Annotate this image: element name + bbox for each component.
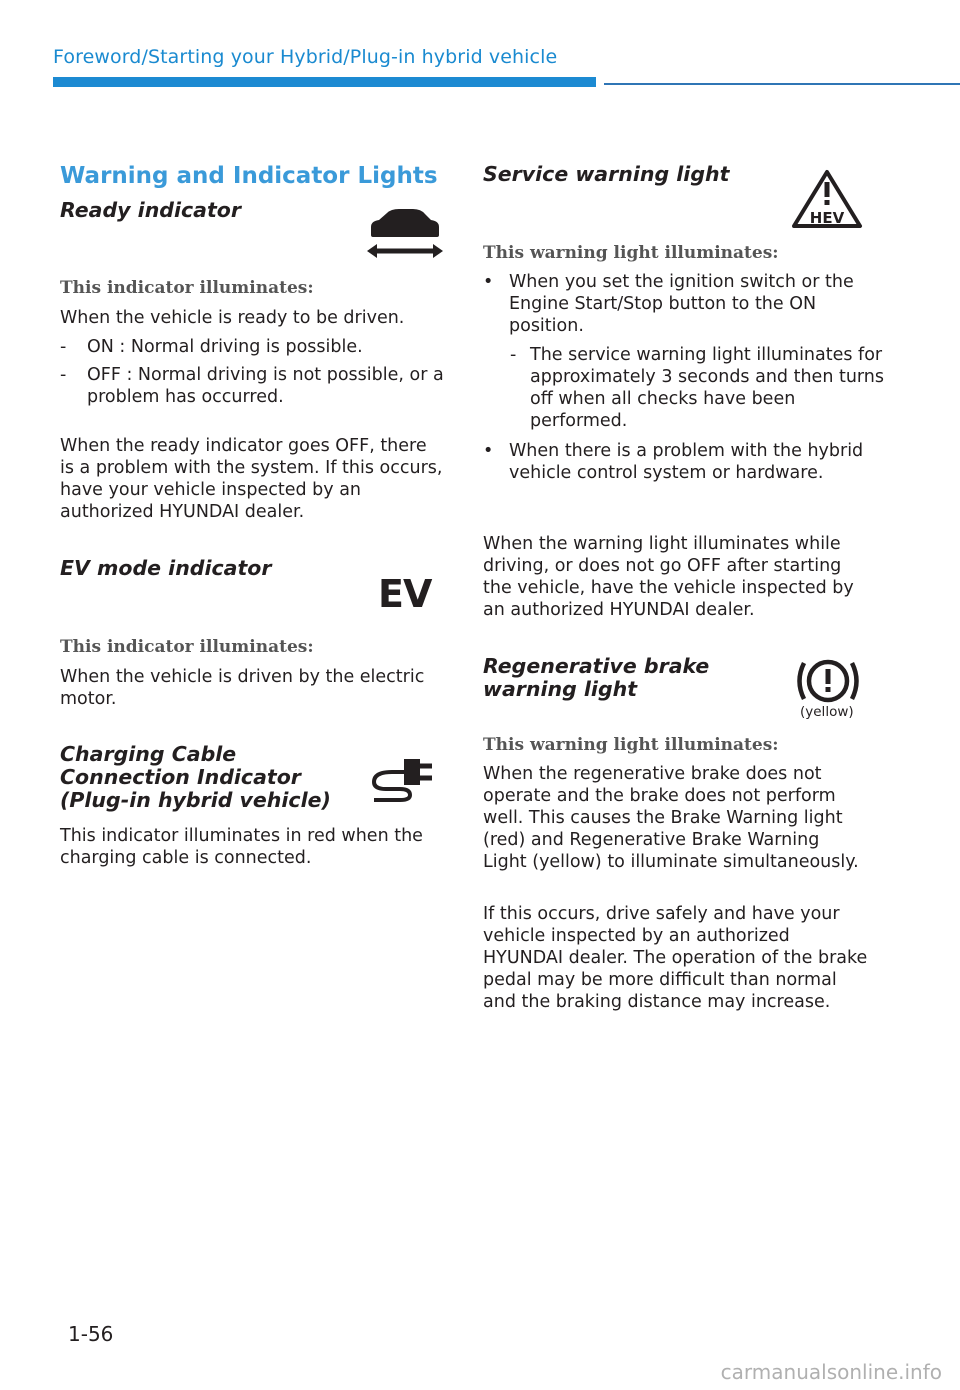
page-number: 1-56 [68, 1322, 114, 1346]
section-title: Warning and Indicator Lights [60, 163, 438, 189]
header-rule [604, 83, 960, 85]
service-warning-title: Service warning light [483, 162, 730, 186]
regen-brake-icon [793, 653, 863, 709]
regen-text-1: When the regenerative brake does not operate and the brake does not perform well. This causes the Brake Warning light (red) and Regenerative Brake Warning Light (yellow) to illuminate simultaneously. [483, 764, 859, 872]
ready-indicator-title: Ready indicator [60, 198, 241, 222]
service-label: This warning light illuminates: [483, 243, 779, 263]
service-bullet-1: • When you set the ignition switch or the Engine Start/Stop button to the ON position. [483, 272, 854, 336]
page-header-title: Foreword/Starting your Hybrid/Plug-in hybrid vehicle [53, 46, 558, 68]
charging-title: Charging Cable Connection Indicator (Plug-in hybrid vehicle) [60, 742, 331, 812]
service-icon-text: HEV [809, 209, 845, 227]
regen-label: This warning light illuminates: [483, 735, 779, 755]
service-subdash-1: - The service warning light illuminates for approximately 3 seconds and then turns off when all checks have been performed. [510, 345, 885, 431]
ready-label: This indicator illuminates: [60, 278, 314, 298]
ev-text: When the vehicle is driven by the electric motor. [60, 667, 425, 709]
ready-item-on: - ON : Normal driving is possible. [60, 336, 447, 358]
service-warning-icon [790, 168, 864, 230]
ready-text: When the vehicle is ready to be driven. [60, 308, 405, 328]
charging-plug-icon [370, 755, 442, 803]
charging-text: This indicator illuminates in red when the charging cable is connected. [60, 826, 423, 868]
ev-mode-title: EV mode indicator [60, 556, 272, 580]
header-bar [53, 77, 596, 87]
ev-icon: EV [378, 572, 432, 616]
ev-label: This indicator illuminates: [60, 637, 314, 657]
service-note: When the warning light illuminates while driving, or does not go OFF after starting the vehicle, have the vehicle inspected by an authorized HYUNDAI dealer. [483, 534, 854, 620]
ready-item-off: - OFF : Normal driving is not possible, or a problem has occurred. [60, 364, 449, 408]
ready-car-icon [365, 205, 445, 263]
regen-icon-label: (yellow) [800, 704, 854, 720]
ready-note: When the ready indicator goes OFF, there is a problem with the system. If this occurs, have your vehicle inspected by an authorized HYUNDAI dealer. [60, 436, 443, 522]
watermark: carmanualsonline.info [720, 1360, 942, 1384]
regen-text-2: If this occurs, drive safely and have your vehicle inspected by an authorized HYUNDAI dealer. The operation of the brake pedal may be more difficult than normal and the braking distance may increase. [483, 904, 868, 1012]
regen-brake-title: Regenerative brake warning light [483, 654, 710, 701]
service-bullet-2: • When there is a problem with the hybrid vehicle control system or hardware. [483, 441, 864, 483]
